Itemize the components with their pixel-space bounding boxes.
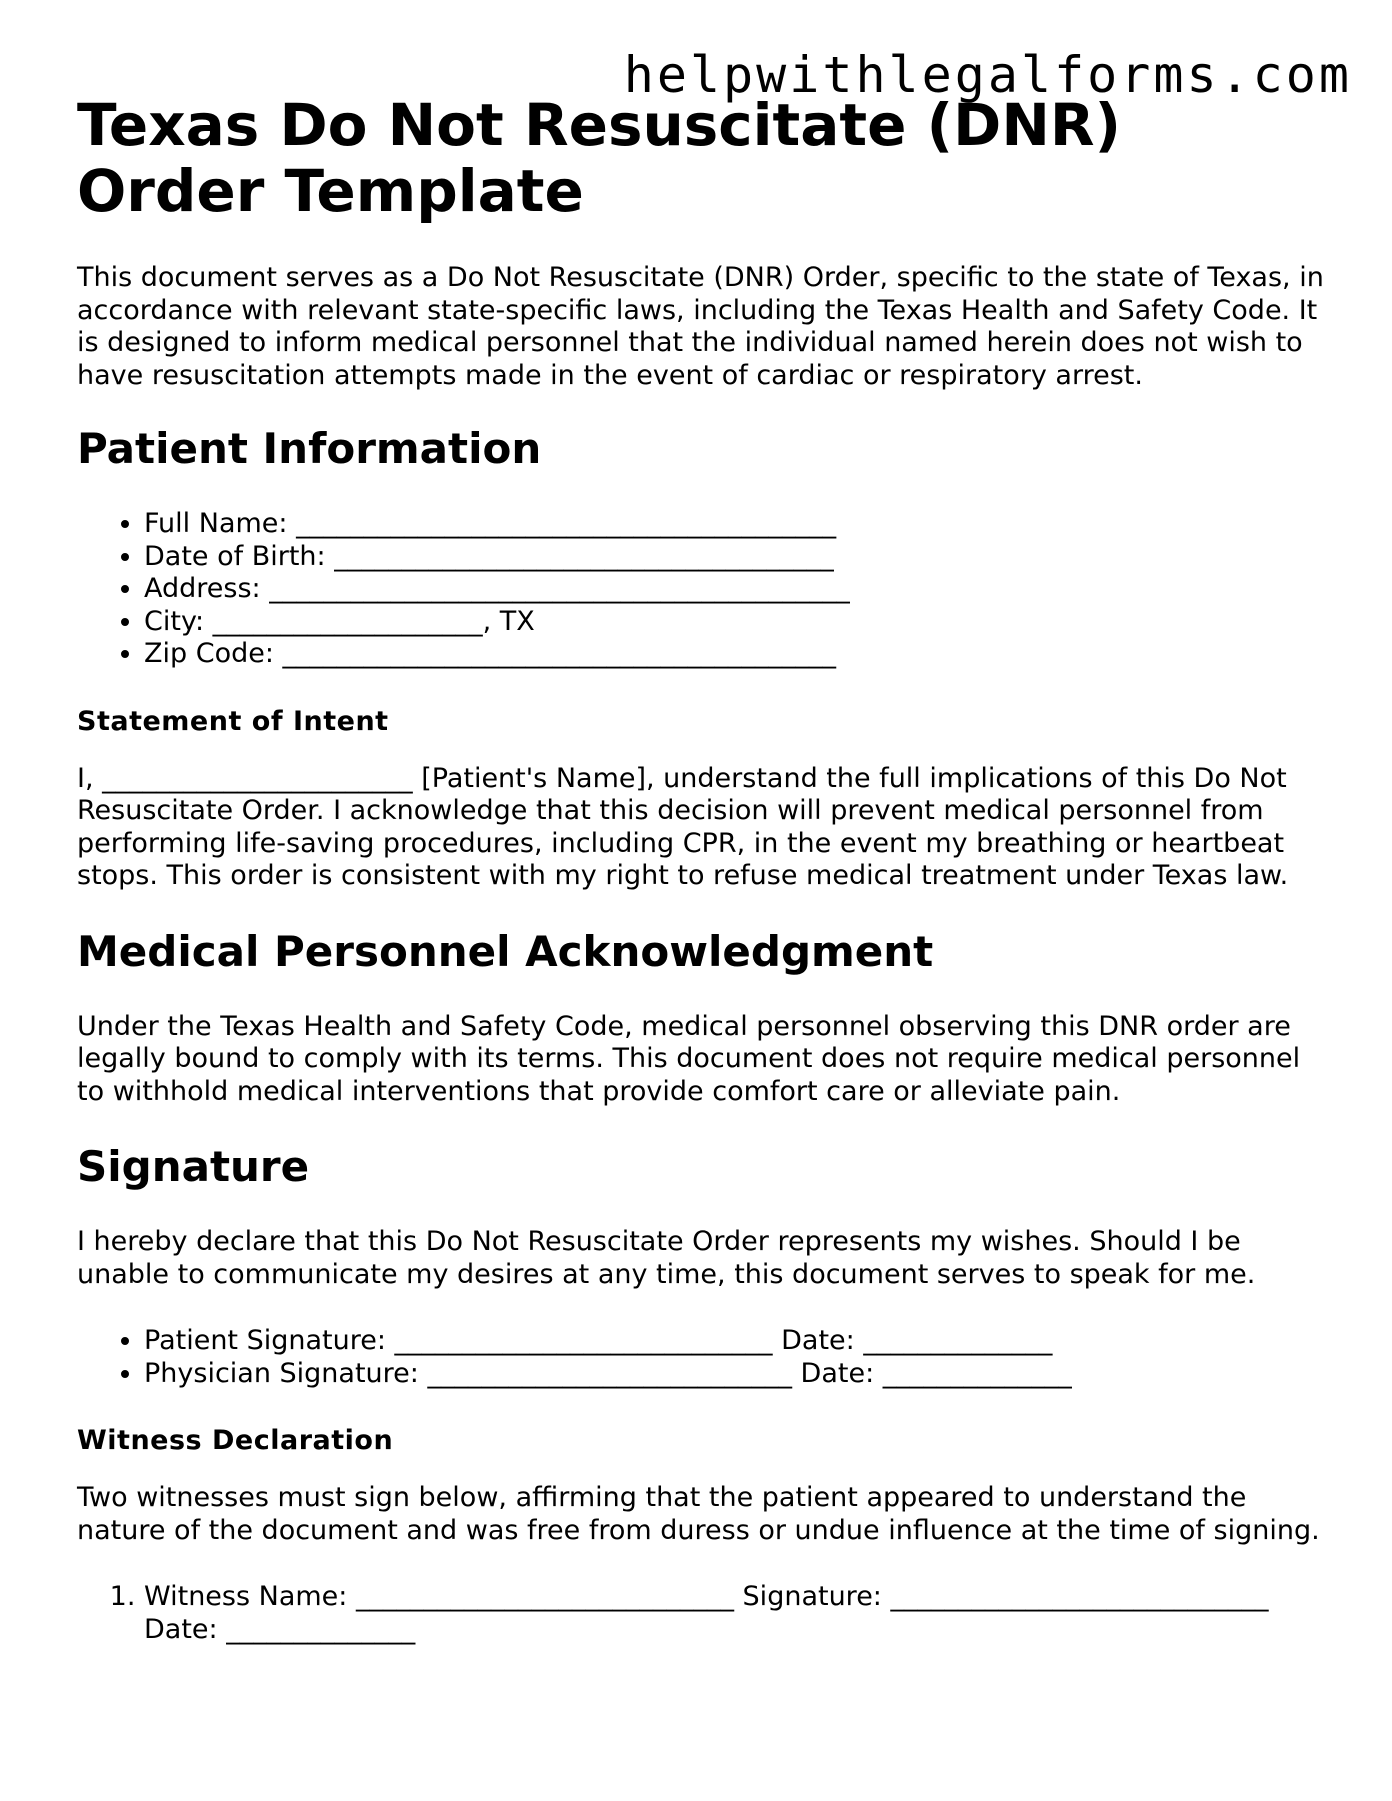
intro-paragraph: This document serves as a Do Not Resuscitate (DNR) Order, specific to the state of Texas, in accordance with relevant state-specific laws, including the Texas Health and Safety Code. It is designed to inform medical personnel that the individual named herein does not wish to have resuscitation attempts made in the event of cardiac or respiratory arrest.	[77, 262, 1324, 391]
statement-of-intent-heading: Statement of Intent	[77, 705, 389, 737]
signature-text: I hereby declare that this Do Not Resuscitate Order represents my wishes. Should I be unable to communicate my desires at any time, this document serves to speak for me.	[77, 1226, 1256, 1290]
watermark-site: helpwithlegalforms.com	[623, 46, 1352, 104]
statement-of-intent-text: I, _______________________ [Patient's Name], understand the full implications of this Do Not Resuscitate Order. I acknowledge that this decision will prevent medical personnel from performing life-saving procedures, including CPR, in the event my breathing or heartbeat stops. This order is consistent with my right to refuse medical treatment under Texas law.	[77, 762, 1289, 891]
signature-list	[77, 1325, 1327, 1390]
field-date-of-birth: • Date of Birth: _____________________________________	[144, 541, 1327, 574]
field-zip-code: • Zip Code: _________________________________________	[144, 638, 1327, 671]
patient-signature-line: • Patient Signature: ____________________________ Date: ______________	[144, 1325, 1327, 1358]
patient-information-heading: Patient Information	[77, 424, 542, 473]
document-title: Texas Do Not Resuscitate (DNR) Order Template	[77, 91, 1122, 225]
witness-declaration-heading: Witness Declaration	[77, 1425, 394, 1456]
document-page	[77, 92, 1327, 1680]
witness-line: 1. Witness Name: ____________________________ Signature: ____________________________ Date: ______________	[144, 1581, 1327, 1646]
witness-list	[77, 1581, 1327, 1646]
field-address: • Address: ___________________________________________	[144, 573, 1327, 606]
field-city: • City: ____________________, TX	[144, 606, 1327, 639]
medical-personnel-text: Under the Texas Health and Safety Code, medical personnel observing this DNR order are legally bound to comply with its terms. This document does not require medical personnel to withhold medical interventions that provide comfort care or alleviate pain.	[77, 1010, 1301, 1107]
patient-information-list	[77, 508, 1327, 671]
physician-signature-line: • Physician Signature: ___________________________ Date: ______________	[144, 1358, 1327, 1391]
medical-personnel-heading: Medical Personnel Acknowledgment	[77, 926, 934, 976]
witness-declaration-text: Two witnesses must sign below, affirming that the patient appeared to understand the nature of the document and was free from duress or undue influence at the time of signing.	[77, 1482, 1320, 1546]
signature-heading: Signature	[77, 1142, 310, 1191]
field-full-name: • Full Name: ________________________________________	[144, 508, 1327, 541]
